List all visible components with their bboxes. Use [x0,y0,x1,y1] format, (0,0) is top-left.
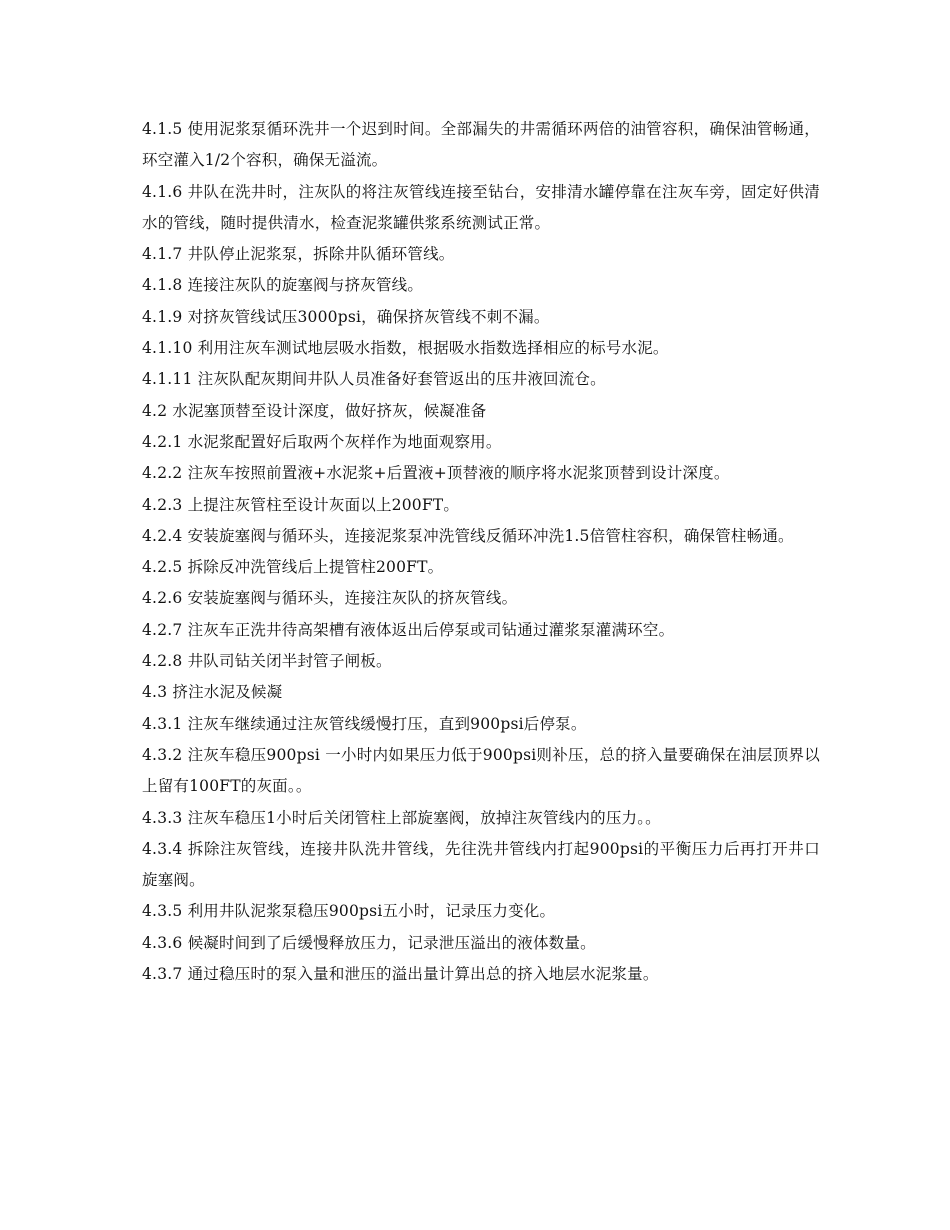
paragraph-4-2-4: 4.2.4 安装旋塞阀与循环头，连接泥浆泵冲洗管线反循环冲洗1.5倍管柱容积，确保管柱畅通。 [142,526,794,545]
paragraph-4-2-5: 4.2.5 拆除反冲洗管线后上提管柱200FT。 [142,558,444,577]
paragraph-4-3-1: 4.3.1 注灰车继续通过注灰管线缓慢打压，直到900psi后停泵。 [142,714,587,733]
paragraph-4-3-4: 4.3.4 拆除注灰管线，连接井队洗井管线，先往洗井管线内打起900psi的平衡压力后再打开井口旋塞阀。 [142,839,820,890]
paragraph-4-1-5: 4.1.5 使用泥浆泵循环洗井一个迟到时间。全部漏失的井需循环两倍的油管容积，确保油管畅通，环空灌入1/2个容积，确保无溢流。 [142,120,820,170]
paragraph-4-2-7: 4.2.7 注灰车正洗井待高架槽有液体返出后停泵或司钻通过灌浆泵灌满环空。 [142,620,675,639]
paragraph-4-1-7: 4.1.7 井队停止泥浆泵，拆除井队循环管线。 [142,245,455,264]
paragraph-4-3-5: 4.3.5 利用井队泥浆泵稳压900psi五小时，记录压力变化。 [142,902,556,921]
paragraph-4-3-7: 4.3.7 通过稳压时的泵入量和泄压的溢出量计算出总的挤入地层水泥浆量。 [142,965,659,984]
paragraph-4-2-1: 4.2.1 水泥浆配置好后取两个灰样作为地面观察用。 [142,432,502,451]
paragraph-4-3-2: 4.3.2 注灰车稳压900psi 一小时内如果压力低于900psi则补压，总的挤入量要确保在油层顶界以上留有100FT的灰面。。 [142,745,820,796]
paragraph-4-2-6: 4.2.6 安装旋塞阀与循环头，连接注灰队的挤灰管线。 [142,589,518,608]
section-heading-4-2: 4.2 水泥塞顶替至设计深度，做好挤灰，候凝准备 [142,401,487,420]
section-heading-4-3: 4.3 挤注水泥及候凝 [142,683,283,702]
paragraph-4-3-3: 4.3.3 注灰车稳压1小时后关闭管柱上部旋塞阀，放掉注灰管线内的压力。。 [142,808,661,827]
document-body [142,114,820,990]
paragraph-4-1-11: 4.1.11 注灰队配灰期间井队人员准备好套管返出的压井液回流仓。 [142,370,606,389]
paragraph-4-1-8: 4.1.8 连接注灰队的旋塞阀与挤灰管线。 [142,276,424,295]
paragraph-4-1-10: 4.1.10 利用注灰车测试地层吸水指数，根据吸水指数选择相应的标号水泥。 [142,339,669,358]
paragraph-4-2-8: 4.2.8 井队司钻关闭半封管子闸板。 [142,652,392,671]
paragraph-4-2-2: 4.2.2 注灰车按照前置液+水泥浆+后置液+顶替液的顺序将水泥浆顶替到设计深度。 [142,464,730,483]
paragraph-4-1-6: 4.1.6 井队在洗井时，注灰队的将注灰管线连接至钻台，安排清水罐停靠在注灰车旁，固定好供清水的管线，随时提供清水，检查泥浆罐供浆系统测试正常。 [142,182,820,232]
paragraph-4-3-6: 4.3.6 候凝时间到了后缓慢释放压力，记录泄压溢出的液体数量。 [142,933,596,952]
paragraph-4-1-9: 4.1.9 对挤灰管线试压3000psi，确保挤灰管线不刺不漏。 [142,307,550,326]
paragraph-4-2-3: 4.2.3 上提注灰管柱至设计灰面以上200FT。 [142,495,460,514]
